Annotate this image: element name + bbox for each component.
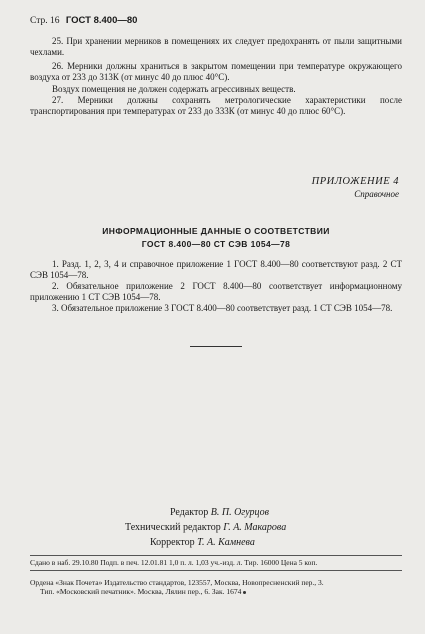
credit-role: Редактор: [170, 507, 209, 518]
appendix-label: ПРИЛОЖЕНИЕ 4: [311, 176, 399, 187]
imprint-publisher-line1: Ордена «Знак Почета» Издательство стандартов, 123557, Москва, Новопресненский пер., 3.: [30, 578, 324, 587]
imprint-top-rule: [30, 555, 402, 556]
credit-proofreader: [30, 535, 402, 550]
imprint-publisher-line2: Тип. «Московский печатник». Москва, Лялин пер., 6. Зак. 1674: [40, 587, 242, 596]
imprint-print-line: Сдано в наб. 29.10.80 Подп. в печ. 12.01.81 1,0 п. л. 1,03 уч.-изд. л. Тир. 16000 Цена 5 коп.: [30, 558, 318, 567]
info-paragraph-2: 2. Обязательное приложение 2 ГОСТ 8.400—80 соответствует информационному приложению 1 СТ СЭВ 1054—78.: [30, 281, 402, 302]
credit-role: Технический редактор: [125, 522, 221, 533]
imprint-block: [30, 558, 402, 596]
paragraph-25: 25. При хранении мерников в помещениях их следует предохранять от пыли защитными чехлами.: [30, 36, 402, 57]
credits-block: [30, 505, 402, 550]
standard-number: ГОСТ 8.400—80: [65, 15, 138, 26]
credit-name: Т. А. Камнева: [197, 537, 255, 548]
imprint-mid-rule: [30, 570, 402, 571]
credit-name: Г. А. Макарова: [223, 522, 287, 533]
info-paragraph-3: 3. Обязательное приложение 3 ГОСТ 8.400—80 соответствует разд. 1 СТ СЭВ 1054—78.: [52, 303, 393, 313]
page-header: [30, 15, 137, 26]
appendix-heading: [312, 176, 399, 199]
paragraph-air: Воздух помещения не должен содержать агрессивных веществ.: [52, 84, 296, 94]
info-paragraph-1: 1. Разд. 1, 2, 3, 4 и справочное приложение 1 ГОСТ 8.400—80 соответствуют разд. 2 СТ СЭВ 1054—78.: [30, 259, 402, 280]
credit-tech-editor: [30, 520, 402, 535]
paragraph-27: 27. Мерники должны сохранять метрологические характеристики после транспортирования при температурах от 233 до 333К (от минус 40 до плюс 60°С).: [30, 95, 402, 116]
section-divider: [190, 346, 242, 347]
appendix-type: Справочное: [354, 189, 399, 199]
info-title-line1: ИНФОРМАЦИОННЫЕ ДАННЫЕ О СООТВЕТСТВИИ: [102, 226, 330, 236]
imprint-dot: [243, 591, 246, 594]
credit-role: Корректор: [150, 537, 195, 548]
page-number: Стр. 16: [30, 16, 60, 26]
info-title-line2: ГОСТ 8.400—80 СТ СЭВ 1054—78: [141, 239, 291, 249]
paragraph-26: 26. Мерники должны храниться в закрытом помещении при температуре окружающего воздуха от 233 до 313К (от минус 40 до плюс 40°С).: [30, 61, 402, 82]
credit-editor: [30, 505, 402, 520]
credit-name: В. П. Огурцов: [210, 507, 269, 518]
